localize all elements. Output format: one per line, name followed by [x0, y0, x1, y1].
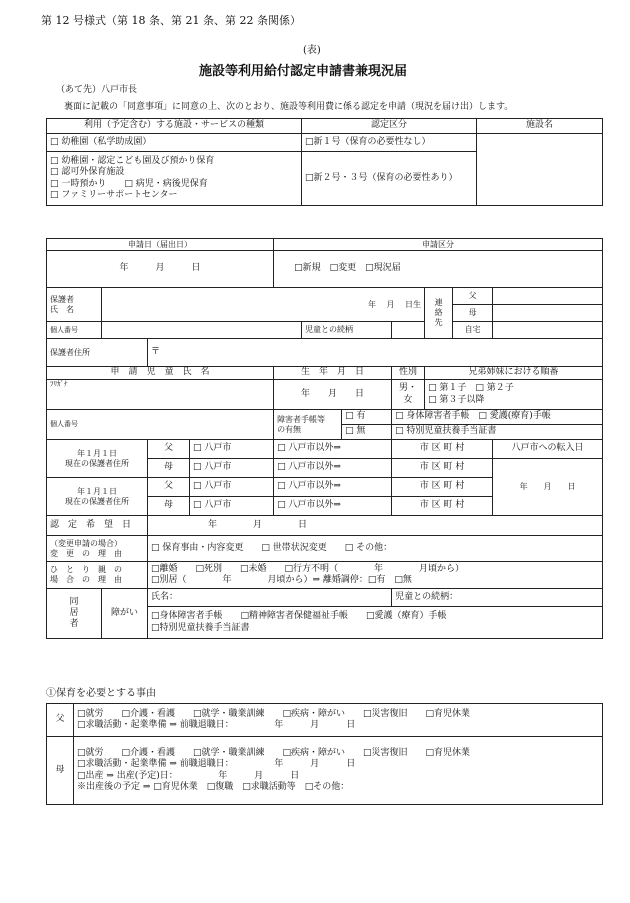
- reason-father[interactable]: □就労 □介護・看護 □就学・職業訓練 □疾病・障がい □災害復旧 □育児休業 □求職活動・起業準備 ⇒ 前職退職日： 年 月 日: [74, 704, 603, 737]
- wish-date-label: 認 定 希 望 日: [47, 516, 148, 536]
- facility-name-cell[interactable]: [477, 134, 603, 206]
- reason-table: [46, 703, 603, 805]
- side-label: (表): [303, 45, 321, 56]
- reason-mother-label: 母: [47, 737, 74, 805]
- reason-father-label: 父: [47, 704, 74, 737]
- facility-options[interactable]: □ 幼稚園・認定こども園及び預かり保育 □ 認可外保育施設 □ 一時預かり □ 病児・病後児保育 □ ファミリーサポートセンター: [47, 152, 302, 206]
- id-number-label: 個人番号: [47, 322, 102, 339]
- cohabitant-name[interactable]: 氏名：: [148, 589, 392, 607]
- change-reason-value[interactable]: □ 保育事由・内容変更 □ 世帯状況変更 □ その他：: [148, 536, 603, 562]
- single-parent-reason[interactable]: □離婚 □死別 □未婚 □行方不明（ 年 月頃から） □別居（ 年 月頃から）⇒ 離婚調停：□有 □無: [148, 562, 603, 589]
- facility-kindergarten[interactable]: □ 幼稚園（私学助成園）: [47, 134, 302, 152]
- single-parent-label: ひ と り 親 の 場 合 の 理 由: [47, 562, 148, 589]
- cohabitant-label: 同 居 者: [47, 589, 102, 639]
- disability-sub-label: 障がい: [102, 589, 148, 639]
- wish-date-value[interactable]: 年 月 日: [148, 516, 603, 536]
- sibling-order[interactable]: □ 第１子 □ 第２子 □ 第３子以降: [425, 380, 603, 410]
- sex-value[interactable]: 男・女: [392, 380, 425, 410]
- disability-label: 障害者手帳等 の有無: [274, 410, 342, 440]
- id-number-field[interactable]: [102, 322, 302, 339]
- change-reason-label: （変更申請の場合） 変 更 の 理 由: [47, 536, 148, 562]
- relation-label: 児童との続柄: [302, 322, 392, 339]
- dob-value[interactable]: 年 月 日: [274, 380, 392, 410]
- relation-field[interactable]: [392, 322, 425, 339]
- kind-label: 申請区分: [274, 239, 603, 251]
- jan1-city-m1[interactable]: 市 区 町 村: [392, 459, 493, 478]
- child-name-label: 申 請 児 童 氏 名: [47, 367, 274, 380]
- contact-father-field[interactable]: [493, 288, 603, 305]
- order-label: 兄弟姉妹における順番: [425, 367, 603, 380]
- sex-label: 性別: [392, 367, 425, 380]
- guardian-label: 保護者 氏 名: [47, 288, 102, 322]
- form-number: 第 12 号様式（第 18 条、第 21 条、第 22 条関係）: [41, 14, 301, 27]
- disability-allowance[interactable]: □ 特別児童扶養手当証書: [392, 425, 603, 440]
- jan1-other-f2[interactable]: □ 八戸市以外⇒: [274, 478, 392, 497]
- jan1-other-m2[interactable]: □ 八戸市以外⇒: [274, 497, 392, 516]
- contact-home-field[interactable]: [493, 322, 603, 339]
- facility-name-header: 施設名: [477, 119, 603, 134]
- contact-label: 連 絡 先: [425, 288, 453, 339]
- jan1-mother-2: 母: [148, 497, 190, 516]
- dob-label: 生 年 月 日: [274, 367, 392, 380]
- category-2-3[interactable]: □新２号・３号（保育の必要性あり）: [302, 152, 477, 206]
- contact-home: 自宅: [453, 322, 493, 339]
- disability-no[interactable]: □ 無: [342, 425, 392, 440]
- jan1-city-m2[interactable]: 市 区 町 村: [392, 497, 493, 516]
- category-header: 認定区分: [302, 119, 477, 134]
- move-in-label: 八戸市への転入日: [493, 440, 603, 459]
- cohabitant-disability[interactable]: □身体障害者手帳 □精神障害者保健福祉手帳 □愛護（療育）手帳 □特別児童扶養手当証書: [148, 607, 603, 639]
- jan1-city-f2[interactable]: 市 区 町 村: [392, 478, 493, 497]
- move-in-date[interactable]: 年 月 日: [493, 459, 603, 516]
- addressee: （あて先）八戸市長: [56, 85, 138, 95]
- jan1-father-2: 父: [148, 478, 190, 497]
- jan1-city-f1[interactable]: 市 区 町 村: [392, 440, 493, 459]
- child-id-field[interactable]: 個人番号: [47, 410, 274, 440]
- jan1-hachinohe-f2[interactable]: □ 八戸市: [190, 478, 274, 497]
- jan1-hachinohe-f1[interactable]: □ 八戸市: [190, 440, 274, 459]
- category-1[interactable]: □新１号（保育の必要性なし）: [302, 134, 477, 152]
- application-kind[interactable]: □新規 □変更 □現況届: [274, 251, 603, 288]
- child-name-field[interactable]: ﾌﾘｶﾞﾅ: [47, 380, 274, 410]
- page-title: 施設等利用給付認定申請書兼現況届: [199, 64, 408, 79]
- jan1-hachinohe-m2[interactable]: □ 八戸市: [190, 497, 274, 516]
- address-label: 保護者住所: [47, 339, 148, 367]
- application-table: [46, 238, 603, 639]
- date-label: 申請日（届出日）: [47, 239, 274, 251]
- jan1-father-1: 父: [148, 440, 190, 459]
- contact-mother-field[interactable]: [493, 305, 603, 322]
- intro-text: 裏面に記載の「同意事項」に同意の上、次のとおり、施設等利用費に係る認定を申請（現況を届け出）します。: [64, 102, 514, 112]
- jan1-mother-1: 母: [148, 459, 190, 478]
- jan1-other-f1[interactable]: □ 八戸市以外⇒: [274, 440, 392, 459]
- contact-mother: 母: [453, 305, 493, 322]
- address-field[interactable]: 〒: [148, 339, 603, 367]
- jan1-other-m1[interactable]: □ 八戸市以外⇒: [274, 459, 392, 478]
- reason-title: ①保育を必要とする事由: [46, 688, 156, 699]
- disability-types[interactable]: □ 身体障害者手帳 □ 愛護(療育)手帳: [392, 410, 603, 425]
- jan1-address-label-2: 年１月１日 現在の保護者住所: [47, 478, 148, 516]
- contact-father: 父: [453, 288, 493, 305]
- guardian-birth[interactable]: 年 月 日生: [102, 288, 425, 322]
- jan1-address-label-1: 年１月１日 現在の保護者住所: [47, 440, 148, 478]
- jan1-hachinohe-m1[interactable]: □ 八戸市: [190, 459, 274, 478]
- facility-table: [46, 118, 603, 206]
- cohabitant-relation[interactable]: 児童との続柄：: [392, 589, 603, 607]
- facility-type-header: 利用（予定含む）する施設・サービスの種類: [47, 119, 302, 134]
- disability-yes[interactable]: □ 有: [342, 410, 392, 425]
- reason-mother[interactable]: □就労 □介護・看護 □就学・職業訓練 □疾病・障がい □災害復旧 □育児休業 □求職活動・起業準備 ⇒ 前職退職日： 年 月 日 □出産 ⇒ 出産(予定)日： 年 月 日 ※出産後の予定 ⇒ □育児休業 □復職 □求職活動等 □その他：: [74, 737, 603, 805]
- date-value[interactable]: 年 月 日: [47, 251, 274, 288]
